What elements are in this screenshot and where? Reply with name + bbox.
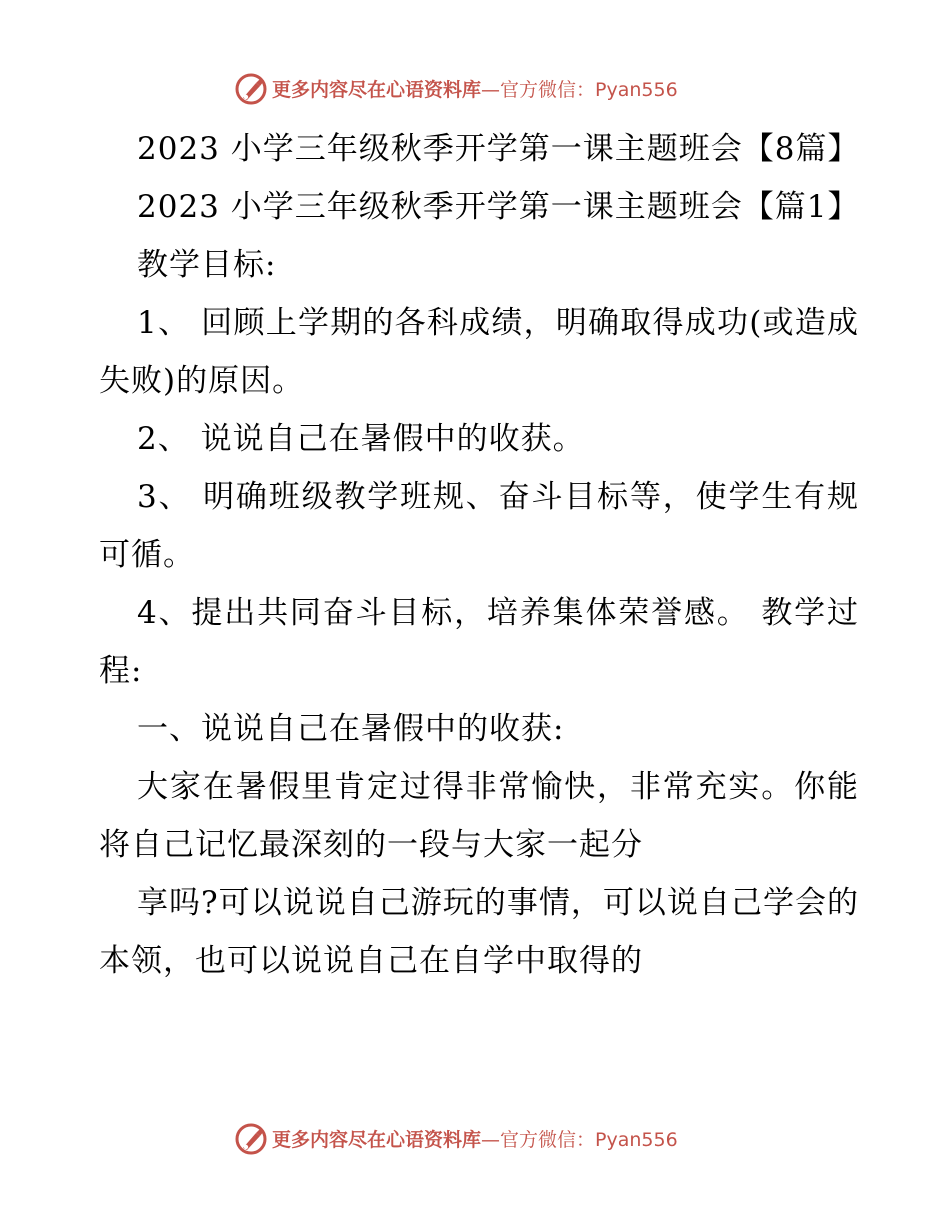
fountain-pen-logo-icon bbox=[234, 1122, 268, 1156]
paragraph: 大家在暑假里肯定过得非常愉快，非常充实。你能将自己记忆最深刻的一段与大家一起分 bbox=[99, 769, 859, 863]
header-banner bbox=[0, 70, 950, 110]
objective-item: 3、 明确班级教学班规、奋斗目标等，使学生有规可循。 bbox=[99, 479, 859, 573]
banner-wechat: 官方微信：Pyan556 bbox=[500, 79, 678, 101]
objectives-heading: 教学目标: bbox=[137, 247, 277, 283]
objective-item: 4、提出共同奋斗目标，培养集体荣誉感。 教学过程: bbox=[99, 595, 859, 689]
footer-banner bbox=[0, 1120, 950, 1160]
part1-heading: 一、说说自己在暑假中的收获: bbox=[137, 711, 565, 747]
fountain-pen-logo-icon bbox=[234, 72, 268, 106]
banner-dash: — bbox=[481, 1129, 501, 1151]
banner-dash: — bbox=[481, 79, 501, 101]
document-title: 2023 小学三年级秋季开学第一课主题班会【8篇】 bbox=[137, 131, 860, 167]
banner-site-name: 更多内容尽在心语资料库 bbox=[272, 79, 482, 101]
objective-item: 1、 回顾上学期的各科成绩，明确取得成功(或造成失败)的原因。 bbox=[99, 305, 859, 399]
paragraph: 享吗?可以说说自己游玩的事情，可以说自己学会的本领，也可以说说自己在自学中取得的 bbox=[99, 885, 859, 979]
banner-wechat: 官方微信：Pyan556 bbox=[500, 1129, 678, 1151]
document-body bbox=[99, 120, 859, 990]
banner-site-name: 更多内容尽在心语资料库 bbox=[272, 1129, 482, 1151]
section-title: 2023 小学三年级秋季开学第一课主题班会【篇1】 bbox=[137, 189, 860, 225]
objective-item: 2、 说说自己在暑假中的收获。 bbox=[137, 421, 585, 457]
